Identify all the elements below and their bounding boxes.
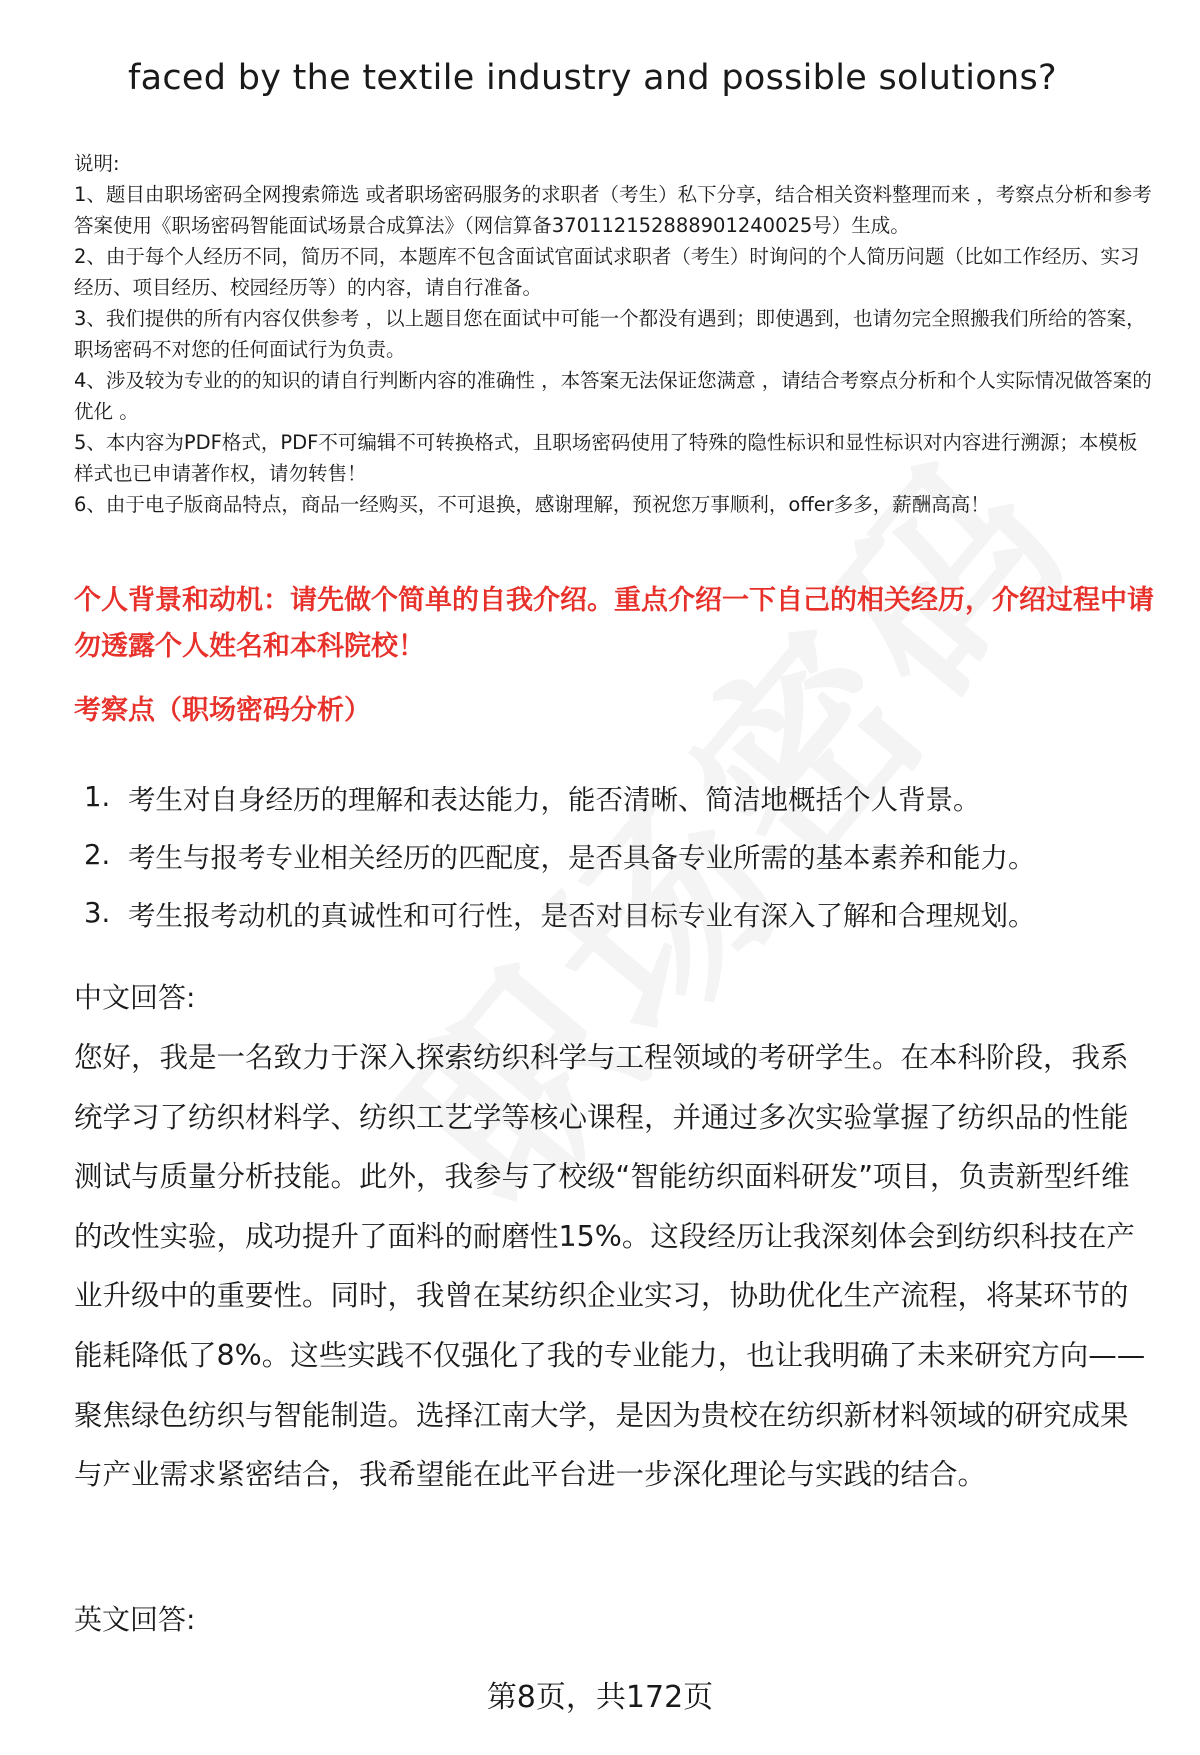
point-number: 2. [84, 839, 111, 871]
question-tail-text: faced by the textile industry and possible solutions? [128, 58, 1057, 98]
analysis-point [84, 826, 1164, 884]
chinese-answer-label: 中文回答: [74, 981, 196, 1014]
page-number: 第8页，共172页 [486, 1680, 714, 1715]
note-item: 4、涉及较为专业的的知识的请自行判断内容的准确性 ，本答案无法保证您满意 ，请结合考察点分析和个人实际情况做答案的优化 。 [74, 369, 1152, 423]
english-answer-label: 英文回答: [74, 1603, 196, 1636]
notes-section [74, 148, 1154, 520]
interview-question: 个人背景和动机：请先做个简单的自我介绍。重点介绍一下自己的相关经历，介绍过程中请勿透露个人姓名和本科院校！ [74, 585, 1154, 662]
notes-title: 说明: [74, 152, 120, 175]
chinese-answer-body: 您好，我是一名致力于深入探索纺织科学与工程领域的考研学生。在本科阶段，我系统学习了纺织材料学、纺织工艺学等核心课程，并通过多次实验掌握了纺织品的性能测试与质量分析技能。此外，我参与了校级“智能纺织面料研发”项目，负责新型纤维的改性实验，成功提升了面料的耐磨性15%。这段经历让我深刻体会到纺织科技在产业升级中的重要性。同时，我曾在某纺织企业实习，协助优化生产流程，将某环节的能耗降低了8%。这些实践不仅强化了我的专业能力，也让我明确了未来研究方向——聚焦绿色纺织与智能制造。选择江南大学，是因为贵校在纺织新材料领域的研究成果与产业需求紧密结合，我希望能在此平台进一步深化理论与实践的结合。 [74, 1041, 1146, 1492]
analysis-heading: 考察点（职场密码分析） [74, 695, 371, 726]
note-item: 3、我们提供的所有内容仅供参考 ，以上题目您在面试中可能一个都没有遇到；即使遇到，也请勿完全照搬我们所给的答案，职场密码不对您的任何面试行为负责。 [74, 307, 1146, 361]
note-item: 5、本内容为PDF格式，PDF不可编辑不可转换格式，且职场密码使用了特殊的隐性标识和显性标识对内容进行溯源；本模板样式也已申请著作权，请勿转售！ [74, 431, 1138, 485]
note-item: 6、由于电子版商品特点，商品一经购买，不可退换，感谢理解，预祝您万事顺利，offer多多，薪酬高高！ [74, 493, 990, 516]
point-text: 考生对自身经历的理解和表达能力，能否清晰、简洁地概括个人背景。 [128, 784, 981, 816]
point-text: 考生与报考专业相关经历的匹配度，是否具备专业所需的基本素养和能力。 [128, 842, 1036, 874]
note-item: 2、由于每个人经历不同，简历不同，本题库不包含面试官面试求职者（考生）时询问的个人简历问题（比如工作经历、实习经历、项目经历、校园经历等）的内容，请自行准备。 [74, 245, 1140, 299]
point-number: 1. [84, 781, 111, 813]
analysis-point [84, 768, 1164, 826]
analysis-points-list [84, 768, 1164, 942]
point-number: 3. [84, 897, 111, 929]
analysis-point [84, 884, 1164, 942]
point-text: 考生报考动机的真诚性和可行性，是否对目标专业有深入了解和合理规划。 [128, 900, 1036, 932]
note-item: 1、题目由职场密码全网搜索筛选 或者职场密码服务的求职者（考生）私下分享，结合相关资料整理而来 ，考察点分析和参考答案使用《职场密码智能面试场景合成算法》（网信算备370112152888901240025号）生成。 [74, 183, 1152, 237]
